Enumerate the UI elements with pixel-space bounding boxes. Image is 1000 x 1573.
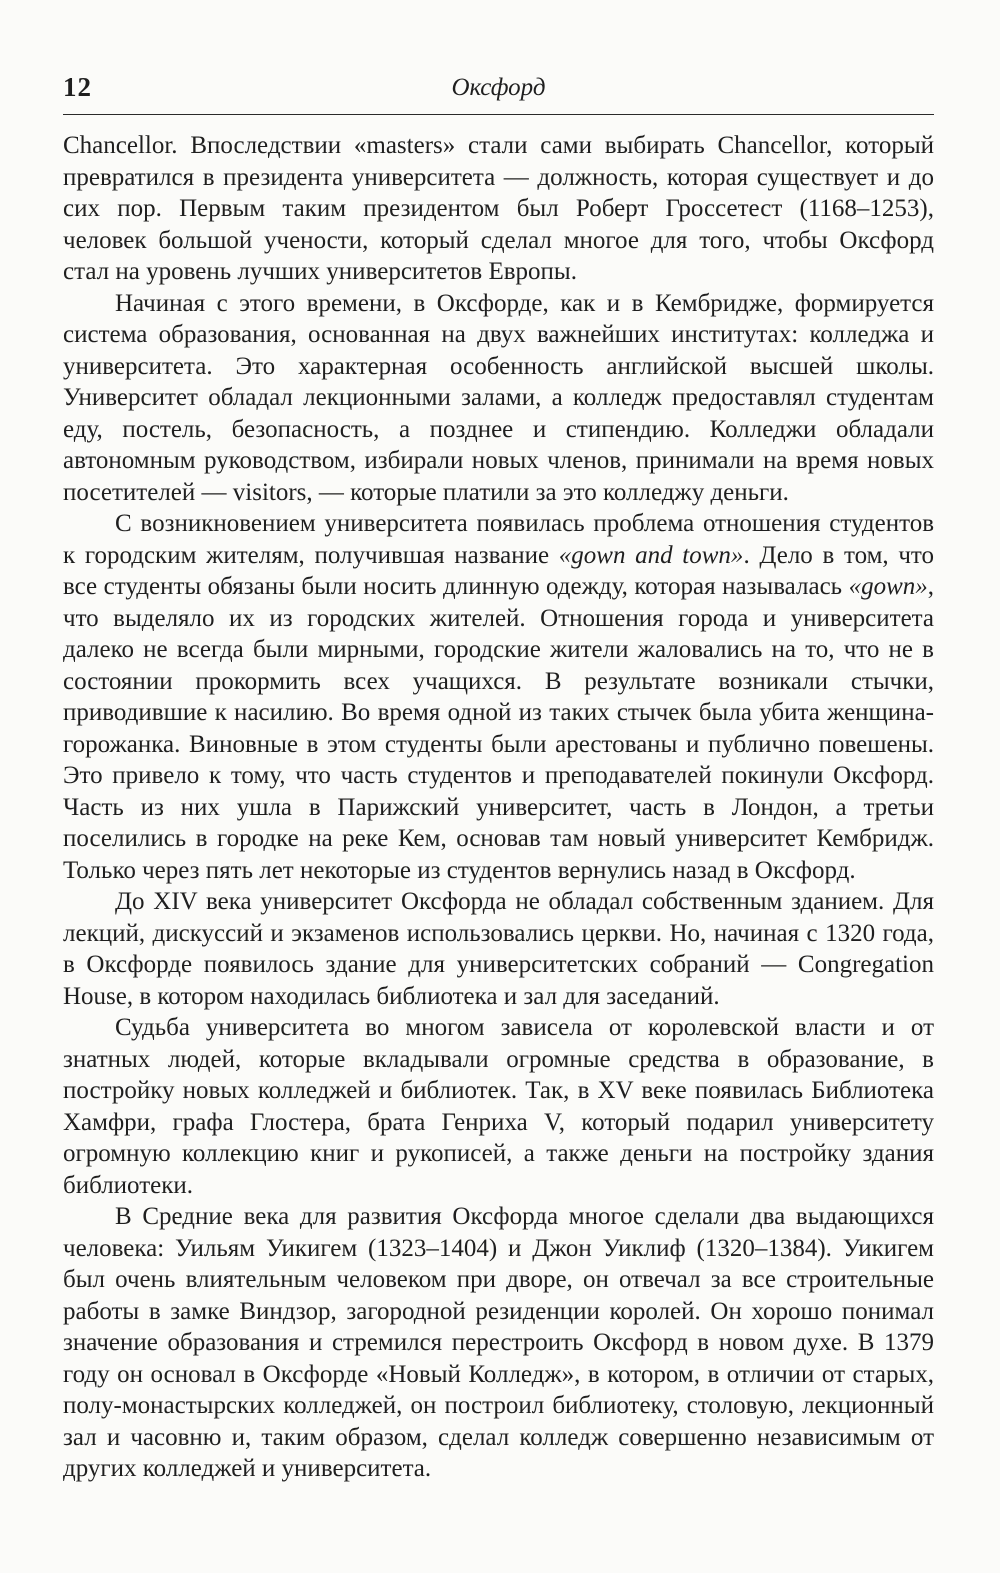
paragraph-5: Судьба университета во многом зависела от королевской власти и от знатных людей, которые вкладывали огромные средства в образование, в постройку новых колледжей и библиотек. Так, в XV веке появилась Библиотека Хамфри, графа Глостера, брата Генриха V, который подарил университету огромную коллекцию книг и рукописей, а также деньги на постройку здания библиотеки. — [63, 1014, 934, 1199]
paragraph-4: До XIV века университет Оксфорда не обладал собственным зданием. Для лекций, дискуссий и экзаменов использовались церкви. Но, начиная с 1320 года, в Оксфорде появилось здание для университетских собраний — Congregation House, в котором находилась библиотека и зал для заседаний. — [63, 888, 934, 1010]
page-number: 12 — [63, 72, 92, 102]
paragraph-3-part-1: С возникновением университета появилась проблема отношения студентов к городским жителям, получившая название — [63, 510, 934, 569]
paragraph-2: Начиная с этого времени, в Оксфорде, как и в Кембридже, формируется система образования, основанная на двух важнейших институтах: колледжа и университета. Это характерная особенность английской высшей школы. Университет обладал лекционными залами, а колледж предоставлял студентам еду, постель, безопасность, а позднее и стипендию. Колледжи обладали автономным руководством, избирали новых членов, принимали на время новых посетителей — visitors, — которые платили за это колледжу деньги. — [63, 289, 934, 506]
running-title: Оксфорд — [451, 74, 546, 101]
paragraph-3-part-3: , что выделяло их из городских жителей. Отношения города и университета далеко не всегда были мирными, городские жители жаловались на то, что не в состоянии прокормить всех учащихся. В результате возникали стычки, приводившие к насилию. Во время одной из таких стычек была убита женщина-горожанка. Виновные в этом студенты были арестованы и публично повешены. Это привело к тому, что часть студентов и преподавателей покинули Оксфорд. Часть из них ушла в Парижский университет, часть в Лондон, а третьи поселились в городке на реке Кем, основав там новый университет Кембридж. Только через пять лет некоторые из студентов вернулись назад в Оксфорд. — [63, 573, 934, 884]
term-gown-and-town: «gown and town» — [558, 541, 744, 569]
paragraph-1: Chancellor. Впоследствии «masters» стали сами выбирать Chancellor, который превратился в президента университета — должность, которая существует и до сих пор. Первым таким президентом был Роберт Гроссетест (1168–1253), человек большой учености, который сделал многое для того, чтобы Оксфорд стал на уровень лучших университетов Европы. — [63, 132, 934, 285]
body-text — [63, 130, 934, 1485]
paragraph-3 — [63, 508, 934, 886]
running-header — [63, 70, 934, 115]
paragraph-6: В Средние века для развития Оксфорда многое сделали два выдающихся человека: Уильям Уикигем (1323–1404) и Джон Уиклиф (1320–1384). Уикигем был очень влиятельным человеком при дворе, он отвечал за все строительные работы в замке Виндзор, загородной резиденции королей. Он хорошо понимал значение образования и стремился перестроить Оксфорд в новом духе. В 1379 году он основал в Оксфорде «Новый Колледж», в котором, в отличии от старых, полу-монастырских колледжей, он построил библиотеку, столовую, лекционный зал и часовню и, таким образом, сделал колледж совершенно независимым от других колледжей и университета. — [63, 1203, 934, 1482]
term-gown: «gown» — [848, 573, 928, 600]
paragraph-3-part-2: . Дело в том, что все студенты обязаны были носить длинную одежду, которая называлась — [63, 541, 935, 600]
